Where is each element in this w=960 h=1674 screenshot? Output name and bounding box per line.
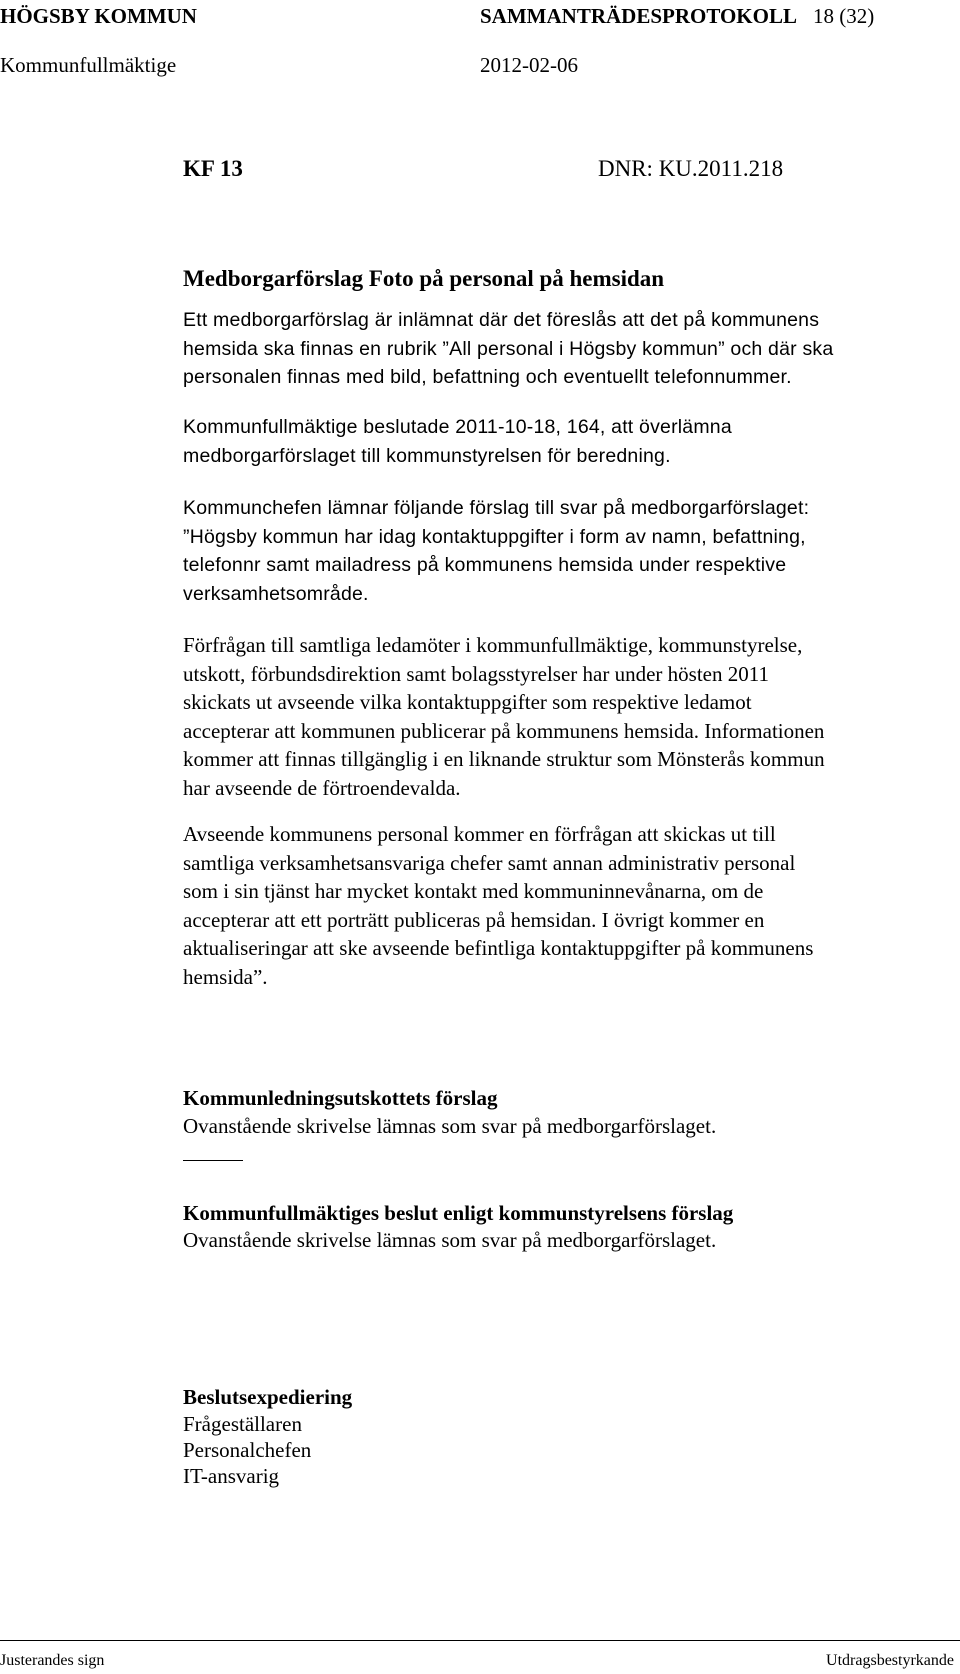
decision-text: Ovanstående skrivelse lämnas som svar på medborgarförslaget. — [183, 1228, 717, 1252]
paragraph-line: accepterar att kommunen publicerar på kommunens hemsida. Informationen — [183, 718, 825, 743]
paragraph-5 — [183, 820, 923, 991]
paragraph-line: skickats ut avseende vilka kontaktuppgifter som respektive ledamot — [183, 690, 752, 714]
page-number: 18 (32) — [813, 4, 875, 28]
paragraph-line: hemsida ska finnas en rubrik ”All personal i Högsby kommun” och där ska — [183, 337, 834, 360]
case-section: KF 13 — [183, 156, 243, 181]
paragraph-line: Ett medborgarförslag är inlämnat där det föreslås att det på kommunens — [183, 309, 820, 331]
paragraph-line: medborgarförslaget till kommunstyrelsen för beredning. — [183, 444, 671, 467]
paragraph-line: har avseende de förtroendevalda. — [183, 775, 461, 800]
paragraph-line: utskott, förbundsdirektion samt bolagsstyrelser har under hösten 2011 — [183, 661, 769, 686]
paragraph-1 — [183, 306, 923, 392]
paragraph-line: ”Högsby kommun har idag kontaktuppgifter i form av namn, befattning, — [183, 525, 806, 548]
paragraph-line: Avseende kommunens personal kommer en förfrågan att skickas ut till — [183, 822, 776, 846]
distribution-item: Frågeställaren — [183, 1412, 302, 1436]
paragraph-line: telefonnr samt mailadress på kommunens hemsida under respektive — [183, 554, 787, 576]
distribution-heading: Beslutsexpediering — [183, 1385, 353, 1409]
municipality-name: HÖGSBY KOMMUN — [0, 4, 197, 28]
paragraph-line: aktualiseringar att ske avseende befintliga kontaktuppgifter på kommunens — [183, 936, 814, 960]
meeting-body: Kommunfullmäktige — [0, 53, 177, 77]
document-type: SAMMANTRÄDESPROTOKOLL — [480, 4, 797, 28]
footer-signature-label: Justerandes sign — [0, 1652, 105, 1669]
paragraph-4 — [183, 631, 923, 802]
paragraph-line: hemsida”. — [183, 964, 268, 989]
paragraph-2 — [183, 413, 923, 470]
committee-heading: Kommunledningsutskottets förslag — [183, 1086, 498, 1110]
committee-text: Ovanstående skrivelse lämnas som svar på medborgarförslaget. — [183, 1114, 717, 1138]
distribution-item: Personalchefen — [183, 1438, 312, 1462]
paragraph-line: Kommunchefen lämnar följande förslag till svar på medborgarförslaget: — [183, 497, 810, 519]
separator-line — [183, 1160, 243, 1161]
paragraph-line: accepterar att ett porträtt publiceras på hemsidan. I övrigt kommer en — [183, 907, 765, 932]
decision-heading: Kommunfullmäktiges beslut enligt kommunstyrelsens förslag — [183, 1201, 734, 1225]
footer-certification-label: Utdragsbestyrkande — [826, 1652, 954, 1669]
distribution-item: IT-ansvarig — [183, 1464, 280, 1488]
paragraph-line: samtliga verksamhetsansvariga chefer samt annan administrativ personal — [183, 850, 796, 875]
paragraph-line: kommer att finnas tillgänglig i en liknande struktur som Mönsterås kommun — [183, 747, 825, 771]
paragraph-line: som i sin tjänst har mycket kontakt med kommuninnevånarna, om de — [183, 879, 764, 903]
case-dnr: DNR: KU.2011.218 — [598, 156, 784, 181]
paragraph-line: personalen finnas med bild, befattning och eventuellt telefonnummer. — [183, 366, 792, 388]
paragraph-line: Förfrågan till samtliga ledamöter i kommunfullmäktige, kommunstyrelse, — [183, 633, 803, 657]
paragraph-line: verksamhetsområde. — [183, 582, 369, 605]
footer-divider — [0, 1640, 960, 1641]
page-title: Medborgarförslag Foto på personal på hemsidan — [183, 266, 665, 291]
paragraph-line: Kommunfullmäktige beslutade 2011-10-18, 164, att överlämna — [183, 416, 732, 438]
meeting-date: 2012-02-06 — [480, 53, 578, 77]
paragraph-3 — [183, 494, 923, 608]
